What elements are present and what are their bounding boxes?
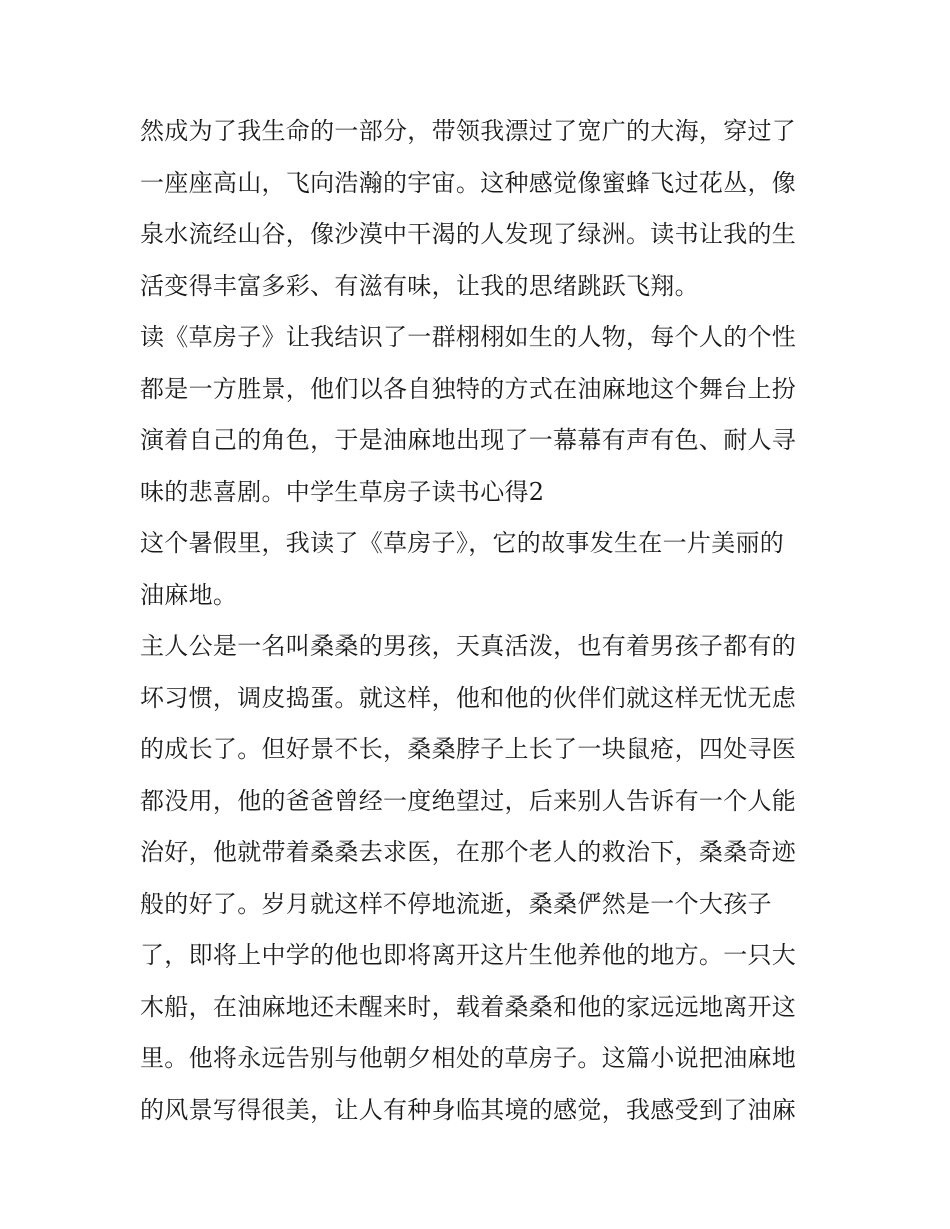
text-line: 泉水流经山谷，像沙漠中干渴的人发现了绿洲。读书让我的生 [140, 220, 797, 248]
text-line: 一座座高山，飞向浩瀚的宇宙。这种感觉像蜜蜂飞过花丛，像 [140, 168, 797, 197]
text-line: 味的悲喜剧。中学生草房子读书心得2 [140, 477, 545, 506]
text-line: 了，即将上中学的他也即将离开这片生他养他的地方。一只大 [140, 941, 797, 969]
text-line: 活变得丰富多彩、有滋有味，让我的思绪跳跃飞翔。 [140, 271, 699, 300]
text-line: 都是一方胜景，他们以各自独特的方式在油麻地这个舞台上扮 [140, 374, 797, 403]
text-line: 的风景写得很美，让人有种身临其境的感觉，我感受到了油麻 [140, 1095, 797, 1124]
text-line: 般的好了。岁月就这样不停地流逝，桑桑俨然是一个大孩子 [140, 889, 772, 918]
text-line: 主人公是一名叫桑桑的男孩，天真活泼，也有着男孩子都有的 [140, 632, 797, 660]
text-line: 演着自己的角色，于是油麻地出现了一幕幕有声有色、耐人寻 [140, 426, 797, 454]
text-line: 木船，在油麻地还未醒来时，载着桑桑和他的家远远地离开这 [140, 992, 797, 1021]
text-line: 读《草房子》让我结识了一群栩栩如生的人物，每个人的个性 [140, 323, 797, 351]
text-line: 治好，他就带着桑桑去求医，在那个老人的救治下，桑桑奇迹 [140, 838, 797, 866]
text-line: 的成长了。但好景不长，桑桑脖子上长了一块鼠疮，四处寻医 [140, 735, 797, 763]
text-line: 这个暑假里，我读了《草房子》，它的故事发生在一片美丽的 [140, 529, 785, 557]
text-line: 坏习惯，调皮捣蛋。就这样，他和他的伙伴们就这样无忧无虑 [140, 683, 797, 712]
text-line: 都没用，他的爸爸曾经一度绝望过，后来别人告诉有一个人能 [140, 786, 797, 815]
text-line: 油麻地。 [140, 580, 238, 609]
text-line: 然成为了我生命的一部分，带领我漂过了宽广的大海，穿过了 [140, 117, 797, 145]
text-line: 里。他将永远告别与他朝夕相处的草房子。这篇小说把油麻地 [140, 1044, 797, 1072]
document-body [140, 106, 820, 1136]
